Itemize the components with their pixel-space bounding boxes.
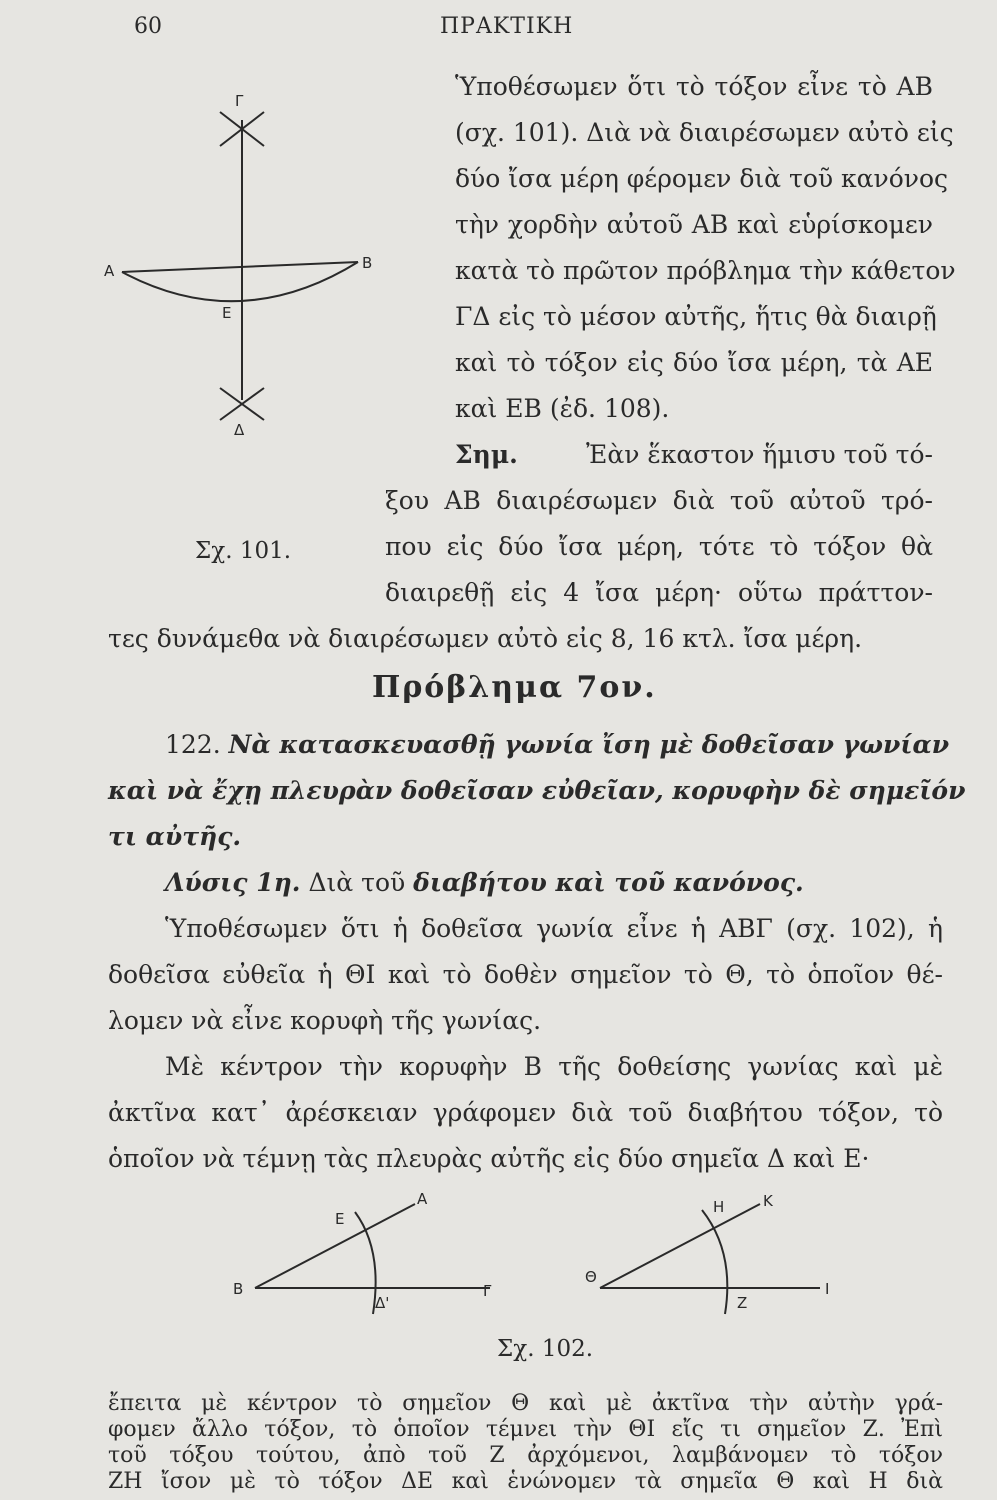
label-gamma-102: Γ	[483, 1282, 492, 1300]
label-alpha-102: Α	[417, 1190, 428, 1208]
label-eta-102: Η	[713, 1198, 725, 1216]
figure-101-caption: Σχ. 101.	[195, 538, 292, 564]
para-b-line-3: ὁποῖον νὰ τέμνῃ τὰς πλευρὰς αὐτῆς εἰς δύο σημεῖα Δ καὶ Ε·	[108, 1144, 870, 1173]
label-zeta-102: Ζ	[737, 1294, 748, 1312]
statement-line-1	[165, 730, 950, 760]
para1-line-7: καὶ τὸ τόξον εἰς δύο ἴσα μέρη, τὰ ΑΕ	[455, 348, 933, 377]
running-title: ΠΡΑΚΤΙΚΗ	[440, 14, 574, 39]
figure-102-caption: Σχ. 102.	[497, 1336, 594, 1362]
note-line-3: που εἰς δύο ἴσα μέρη, τότε τὸ τόξον θὰ	[385, 532, 933, 561]
para-c-line-2: φομεν ἄλλο τόξον, τὸ ὁποῖον τέμνει τὴν ΘΙ εἴς τι σημεῖον Ζ. Ἐπὶ	[108, 1417, 943, 1442]
page-number: 60	[134, 14, 162, 39]
label-alpha: Α	[104, 262, 115, 280]
note-label: Σημ.	[455, 440, 518, 469]
statement-line-2: καὶ νὰ ἔχῃ πλευρὰν δοθεῖσαν εὐθεῖαν, κορυφὴν δὲ σημεῖόν	[108, 776, 966, 805]
para1-line-8: καὶ ΕΒ (ἐδ. 108).	[455, 394, 670, 423]
note-line-1	[455, 440, 933, 470]
label-delta: Δ	[234, 421, 245, 439]
label-iota-102: Ι	[825, 1280, 830, 1298]
solution-title-b: διαβήτου καὶ τοῦ κανόνος.	[413, 868, 804, 897]
note-line-4: διαιρεθῇ εἰς 4 ἴσα μέρη· οὕτω πράττον-	[385, 578, 933, 607]
problem-number: 122.	[165, 730, 221, 759]
para-c-line-1: ἔπειτα μὲ κέντρον τὸ σημεῖον Θ καὶ μὲ ἀκτῖνα τὴν αὐτὴν γρά-	[108, 1391, 943, 1416]
label-delta-102: Δ'	[375, 1294, 390, 1312]
solution-label: Λύσις 1η.	[165, 868, 301, 897]
label-theta-102: Θ	[585, 1268, 597, 1286]
problem-heading: Πρόβλημα 7ον.	[372, 670, 657, 705]
figure-102	[215, 1190, 855, 1330]
para-a-line-2: δοθεῖσα εὐθεῖα ἡ ΘΙ καὶ τὸ δοθὲν σημεῖον τὸ Θ, τὸ ὁποῖον θέ-	[108, 960, 943, 989]
para-a-line-3: λομεν νὰ εἶνε κορυφὴ τῆς γωνίας.	[108, 1006, 542, 1035]
chord-ab	[122, 262, 358, 272]
label-epsilon: Ε	[222, 304, 232, 322]
para1-line-4: τὴν χορδὴν αὐτοῦ ΑΒ καὶ εὑρίσκομεν	[455, 210, 933, 239]
arc-zh	[702, 1210, 727, 1314]
para-c-line-3: τοῦ τόξου τούτου, ἀπὸ τοῦ Ζ ἀρχόμενοι, λαμβάνομεν τὸ τόξον	[108, 1443, 943, 1468]
para-b-line-1: Μὲ κέντρον τὴν κορυφὴν Β τῆς δοθείσης γωνίας καὶ μὲ	[165, 1052, 943, 1081]
para1-line-3: δύο ἴσα μέρη φέρομεν διὰ τοῦ κανόνος	[455, 164, 949, 193]
label-beta: Β	[362, 254, 373, 272]
statement-line-3: τι αὐτῆς.	[108, 822, 242, 851]
label-gamma: Γ	[235, 92, 244, 110]
note-line-2: ξου ΑΒ διαιρέσωμεν διὰ τοῦ αὐτοῦ τρό-	[385, 486, 933, 515]
para1-line-1: Ὑποθέσωμεν ὅτι τὸ τόξον εἶνε τὸ ΑΒ	[455, 72, 933, 101]
label-beta-102: Β	[233, 1280, 244, 1298]
para-a-line-1: Ὑποθέσωμεν ὅτι ἡ δοθεῖσα γωνία εἶνε ἡ ΑΒΓ (σχ. 102), ἡ	[165, 914, 943, 943]
para-c-line-4: ΖΗ ἴσον μὲ τὸ τόξον ΔΕ καὶ ἑνώνομεν τὰ σημεῖα Θ καὶ Η διὰ	[108, 1469, 943, 1494]
label-kappa-102: Κ	[763, 1192, 773, 1210]
side-thk	[600, 1204, 760, 1288]
note-line-5: τες δυνάμεθα νὰ διαιρέσωμεν αὐτὸ εἰς 8, 16 κτλ. ἴσα μέρη.	[108, 624, 863, 653]
para-b-line-2: ἀκτῖνα κατ᾽ ἀρέσκειαν γράφομεν διὰ τοῦ διαβήτου τόξον, τὸ	[108, 1098, 943, 1127]
figure-101	[80, 90, 380, 490]
para1-line-2: (σχ. 101). Διὰ νὰ διαιρέσωμεν αὐτὸ εἰς	[455, 118, 954, 147]
label-epsilon-102: Ε	[335, 1210, 345, 1228]
para1-line-5: κατὰ τὸ πρῶτον πρόβλημα τὴν κάθετον	[455, 256, 956, 285]
solution-title	[165, 868, 804, 898]
para1-line-6: ΓΔ εἰς τὸ μέσον αὐτῆς, ἥτις θὰ διαιρῇ	[455, 302, 937, 331]
solution-title-a: Διὰ τοῦ	[308, 868, 414, 897]
statement-text-1: Νὰ κατασκευασθῇ γωνία ἴση μὲ δοθεῖσαν γωνίαν	[228, 730, 950, 759]
note-text-1: Ἐὰν ἕκαστον ἥμισυ τοῦ τό-	[586, 440, 933, 469]
